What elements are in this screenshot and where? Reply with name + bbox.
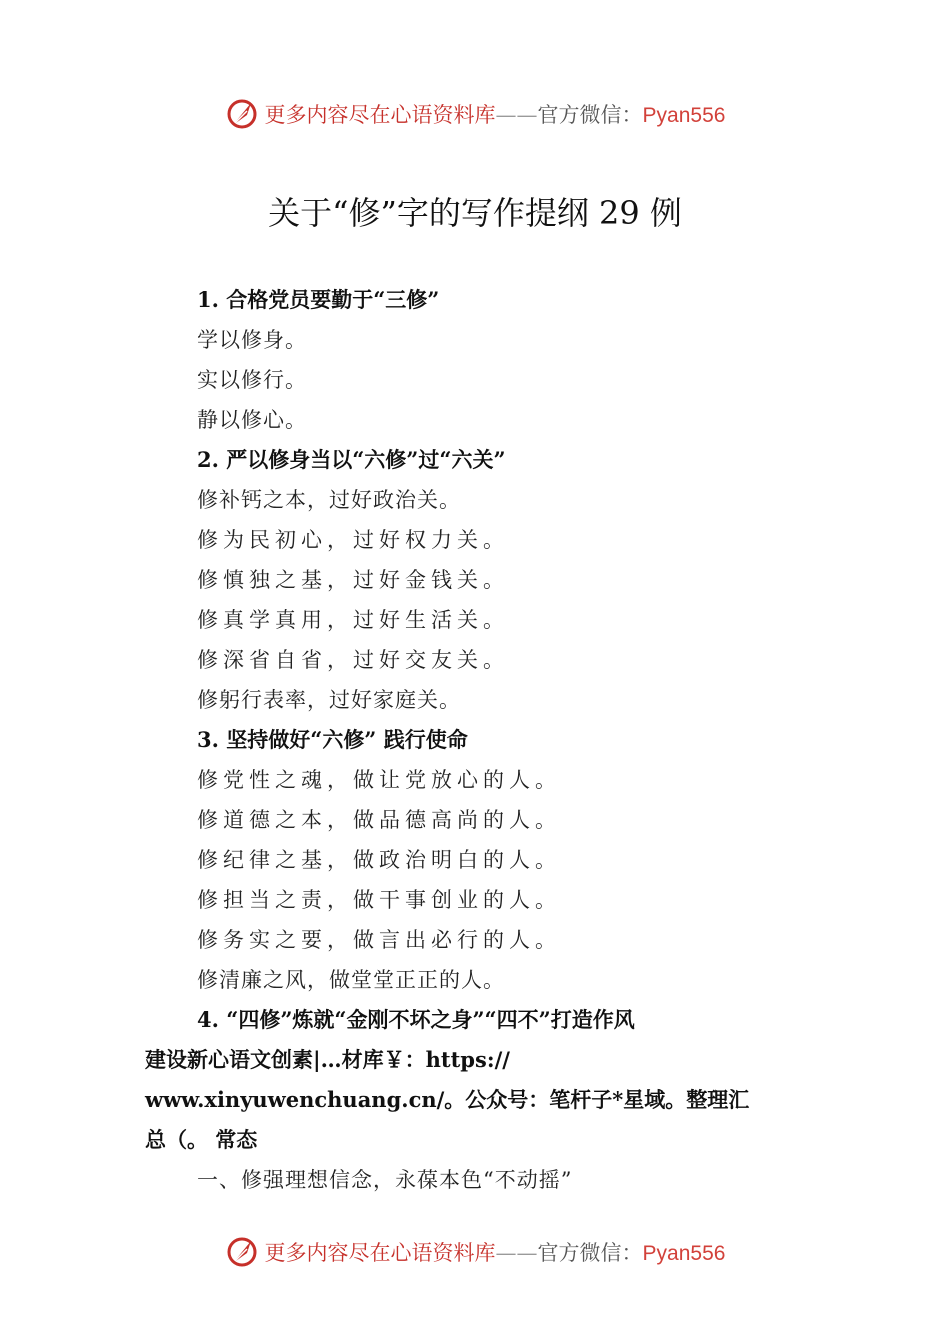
list-item: 修道德之本，做品德高尚的人。 <box>197 808 561 832</box>
list-item: 修党性之魂，做让党放心的人。 <box>197 768 561 792</box>
paragraph-line: 建设新心语文创素|…材库￥：https:// <box>145 1047 510 1072</box>
list-item: 修务实之要，做言出必行的人。 <box>197 928 561 952</box>
banner-wechat-handle: Pyan556 <box>642 104 726 127</box>
paragraph-line: 总（。 常态 <box>145 1127 258 1152</box>
quill-logo-icon <box>225 97 259 131</box>
footer-banner <box>0 1232 950 1272</box>
document-title: 关于“修”字的写作提纲 29 例 <box>268 194 682 232</box>
section-heading: 1. 合格党员要勤于“三修” <box>197 287 440 312</box>
list-item: 修为民初心，过好权力关。 <box>197 528 509 552</box>
banner-text: 更多内容尽在心语资料库 <box>264 1241 496 1265</box>
quill-logo-icon <box>225 1235 259 1269</box>
banner-separator: —— <box>495 103 538 127</box>
list-item: 静以修心。 <box>197 408 307 432</box>
list-item: 一、修强理想信念，永葆本色“不动摇” <box>197 1168 573 1192</box>
banner-text: 更多内容尽在心语资料库 <box>264 103 496 127</box>
list-item: 修深省自省，过好交友关。 <box>197 648 509 672</box>
banner-wechat-handle: Pyan556 <box>642 1242 726 1265</box>
list-item: 修补钙之本，过好政治关。 <box>197 488 461 512</box>
banner-wechat-label: 官方微信： <box>537 1241 643 1265</box>
section-heading: 3. 坚持做好“六修” 践行使命 <box>197 727 468 752</box>
section-heading: 2. 严以修身当以“六修”过“六关” <box>197 447 506 472</box>
list-item: 修慎独之基，过好金钱关。 <box>197 568 509 592</box>
header-banner <box>0 94 950 134</box>
document-body <box>145 280 805 1200</box>
list-item: 修担当之责，做干事创业的人。 <box>197 888 561 912</box>
banner-separator: —— <box>495 1241 538 1265</box>
section-heading: 4. “四修”炼就“金刚不坏之身”“四不”打造作风 <box>197 1007 635 1032</box>
paragraph-line: www.xinyuwenchuang.cn/。公众号：笔杆子*星域。整理汇 <box>145 1087 750 1112</box>
list-item: 修躬行表率，过好家庭关。 <box>197 688 461 712</box>
list-item: 实以修行。 <box>197 368 307 392</box>
list-item: 学以修身。 <box>197 328 307 352</box>
list-item: 修真学真用，过好生活关。 <box>197 608 509 632</box>
banner-wechat-label: 官方微信： <box>537 103 643 127</box>
list-item: 修清廉之风，做堂堂正正的人。 <box>197 968 505 992</box>
list-item: 修纪律之基，做政治明白的人。 <box>197 848 561 872</box>
